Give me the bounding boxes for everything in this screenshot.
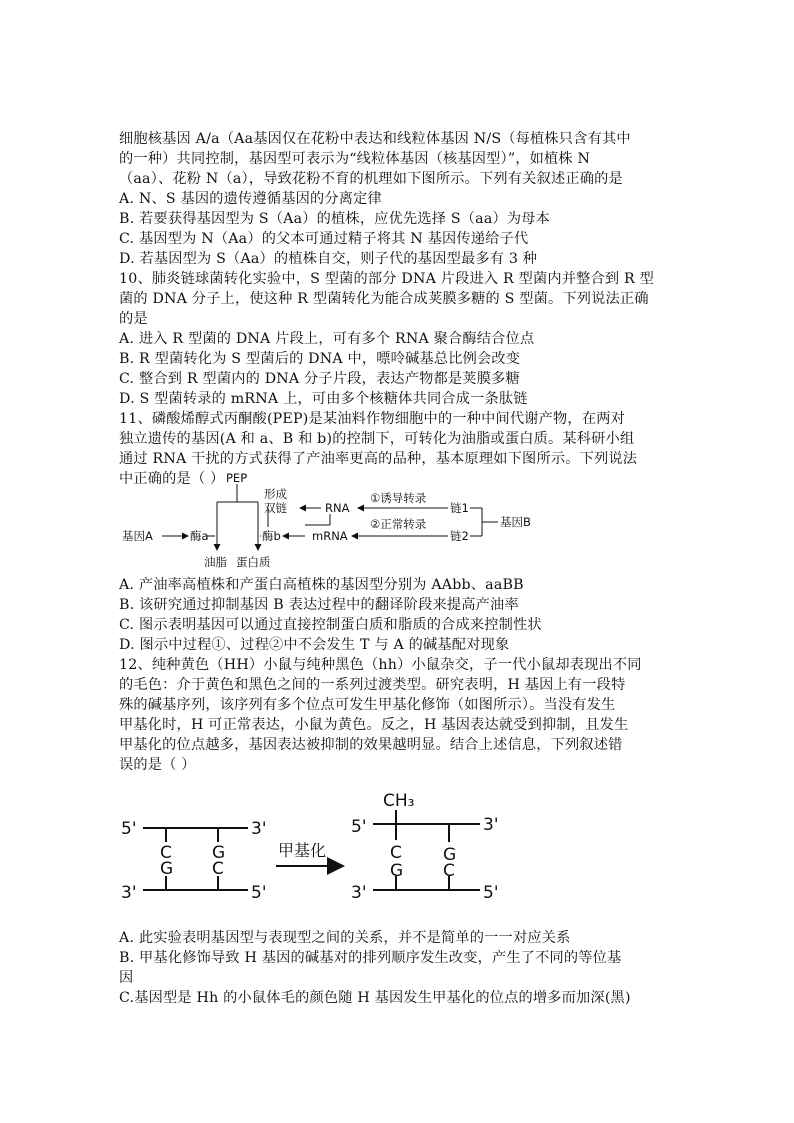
q10-stem-line: 10、肺炎链球菌转化实验中，S 型菌的部分 DNA 片段进入 R 型菌内并整合到 R 型 [119,271,654,287]
three-prime-label: 3' [121,883,137,903]
q12-option-c: C.基因型是 Hh 的小鼠体毛的颜色随 H 基因发生甲基化的位点的增多而加深(黑) [119,990,631,1006]
q10-stem-line: 的是 [119,311,148,327]
chain-1-label: 链1 [450,501,469,515]
intro-line: 细胞核基因 A/a（Aa基因仅在花粉中表达和线粒体基因 N/S（每植株只含有其中 [119,131,631,147]
five-prime-label: 5' [351,817,367,837]
oil-label: 油脂 [204,555,227,569]
enzyme-a-label: 酶a [190,529,209,543]
methylation-label: 甲基化 [278,841,327,860]
mrna-label: mRNA [312,529,348,543]
base-g-label: G [443,845,457,865]
base-g-label: G [212,843,226,863]
q12-option-b: B. 甲基化修饰导致 H 基因的碱基对的排列顺序发生改变，产生了不同的等位基 [119,950,622,966]
enzyme-b-label: 酶b [262,529,281,543]
q12-option-a: A. 此实验表明基因型与表现型之间的关系，并不是简单的一一对应关系 [119,930,571,946]
five-prime-label: 5' [483,883,499,903]
five-prime-label: 5' [251,883,267,903]
q11-stem-line: 中正确的是（ ） [119,471,225,487]
q10-stem-line: 菌的 DNA 分子上，使这种 R 型菌转化为能合成荚膜多糖的 S 型菌。下列说法正确 [119,291,649,307]
intro-line: 的一种）共同控制，基因型可表示为“线粒体基因（核基因型）”，如植株 N [119,151,591,167]
q11-pathway-diagram [120,470,560,576]
q10-option-d: D. S 型菌转录的 mRNA 上，可由多个核糖体共同合成一条肽链 [119,391,528,407]
q11-option-c: C. 图示表明基因可以通过直接控制蛋白质和脂质的合成来控制性状 [119,617,542,633]
protein-label: 蛋白质 [236,555,271,569]
double-strand-label: 形成 [264,487,287,501]
process-1-label: ①诱导转录 [370,491,427,505]
q11-stem-line: 通过 RNA 干扰的方式获得了产油率更高的品种，基本原理如下图所示。下列说法 [119,451,638,467]
q12-methylation-diagram [118,790,508,915]
q10-option-c: C. 整合到 R 型菌内的 DNA 分子片段，表达产物都是荚膜多糖 [119,371,520,387]
q11-option-b: B. 该研究通过抑制基因 B 表达过程中的翻译阶段来提高产油率 [119,597,519,613]
q12-stem-line: 误的是（ ） [119,757,196,773]
base-c-label: C [160,843,172,863]
rna-label: RNA [325,501,350,515]
three-prime-label: 3' [251,819,267,839]
methyl-group-label: CH₃ [383,791,415,811]
q12-stem-line: 甲基化的位点越多，基因表达被抑制的效果越明显。结合上述信息，下列叙述错 [119,737,623,753]
double-strand-label: 双链 [264,501,287,515]
three-prime-label: 3' [351,883,367,903]
gene-a-label: 基因A [122,529,153,543]
q12-stem-line: 甲基化时，H 可正常表达，小鼠为黄色。反之，H 基因表达就受到抑制，且发生 [119,717,629,733]
base-c-label: C [390,843,402,863]
five-prime-label: 5' [121,819,137,839]
process-2-label: ②正常转录 [370,517,427,531]
q9-option-b: B. 若要获得基因型为 S（Aa）的植株，应优先选择 S（aa）为母本 [119,211,551,227]
q12-stem-line: 12、纯种黄色（HH）小鼠与纯种黑色（hh）小鼠杂交，子一代小鼠却表现出不同 [119,657,642,673]
q11-stem-line: 11、磷酸烯醇式丙酮酸(PEP)是某油料作物细胞中的一种中间代谢产物，在两对 [119,411,625,427]
base-c-label: C [443,861,455,881]
pep-label: PEP [226,471,248,485]
chain-2-label: 链2 [450,529,469,543]
q11-option-a: A. 产油率高植株和产蛋白高植株的基因型分别为 AAbb、aaBB [119,577,524,593]
q11-option-d: D. 图示中过程①、过程②中不会发生 T 与 A 的碱基配对现象 [119,637,510,653]
q9-option-d: D. 若基因型为 S（Aa）的植株自交，则子代的基因型最多有 3 种 [119,251,538,267]
q10-option-b: B. R 型菌转化为 S 型菌后的 DNA 中，嘌呤碱基总比例会改变 [119,351,521,367]
gene-b-label: 基因B [500,515,531,529]
intro-line: （aa）、花粉 N（a），导致花粉不育的机理如下图所示。下列有关叙述正确的是 [119,171,623,187]
base-g-label: G [390,861,404,881]
q9-option-c: C. 基因型为 N（Aa）的父本可通过精子将其 N 基因传递给子代 [119,231,529,247]
q12-option-b-continued: 因 [119,970,134,986]
base-g-label: G [160,859,174,879]
base-c-label: C [212,859,224,879]
q9-option-a: A. N、S 基因的遗传遵循基因的分离定律 [119,191,382,207]
q12-stem-line: 殊的碱基序列，该序列有多个位点可发生甲基化修饰（如图所示）。当没有发生 [119,697,616,713]
three-prime-label: 3' [483,815,499,835]
q12-stem-line: 的毛色：介于黄色和黑色之间的一系列过渡类型。研究表明，H 基因上有一段特 [119,677,626,693]
q10-option-a: A. 进入 R 型菌的 DNA 片段上，可有多个 RNA 聚合酶结合位点 [119,331,535,347]
q11-stem-line: 独立遗传的基因(A 和 a、B 和 b)的控制下，可转化为油脂或蛋白质。某科研小组 [119,431,635,447]
